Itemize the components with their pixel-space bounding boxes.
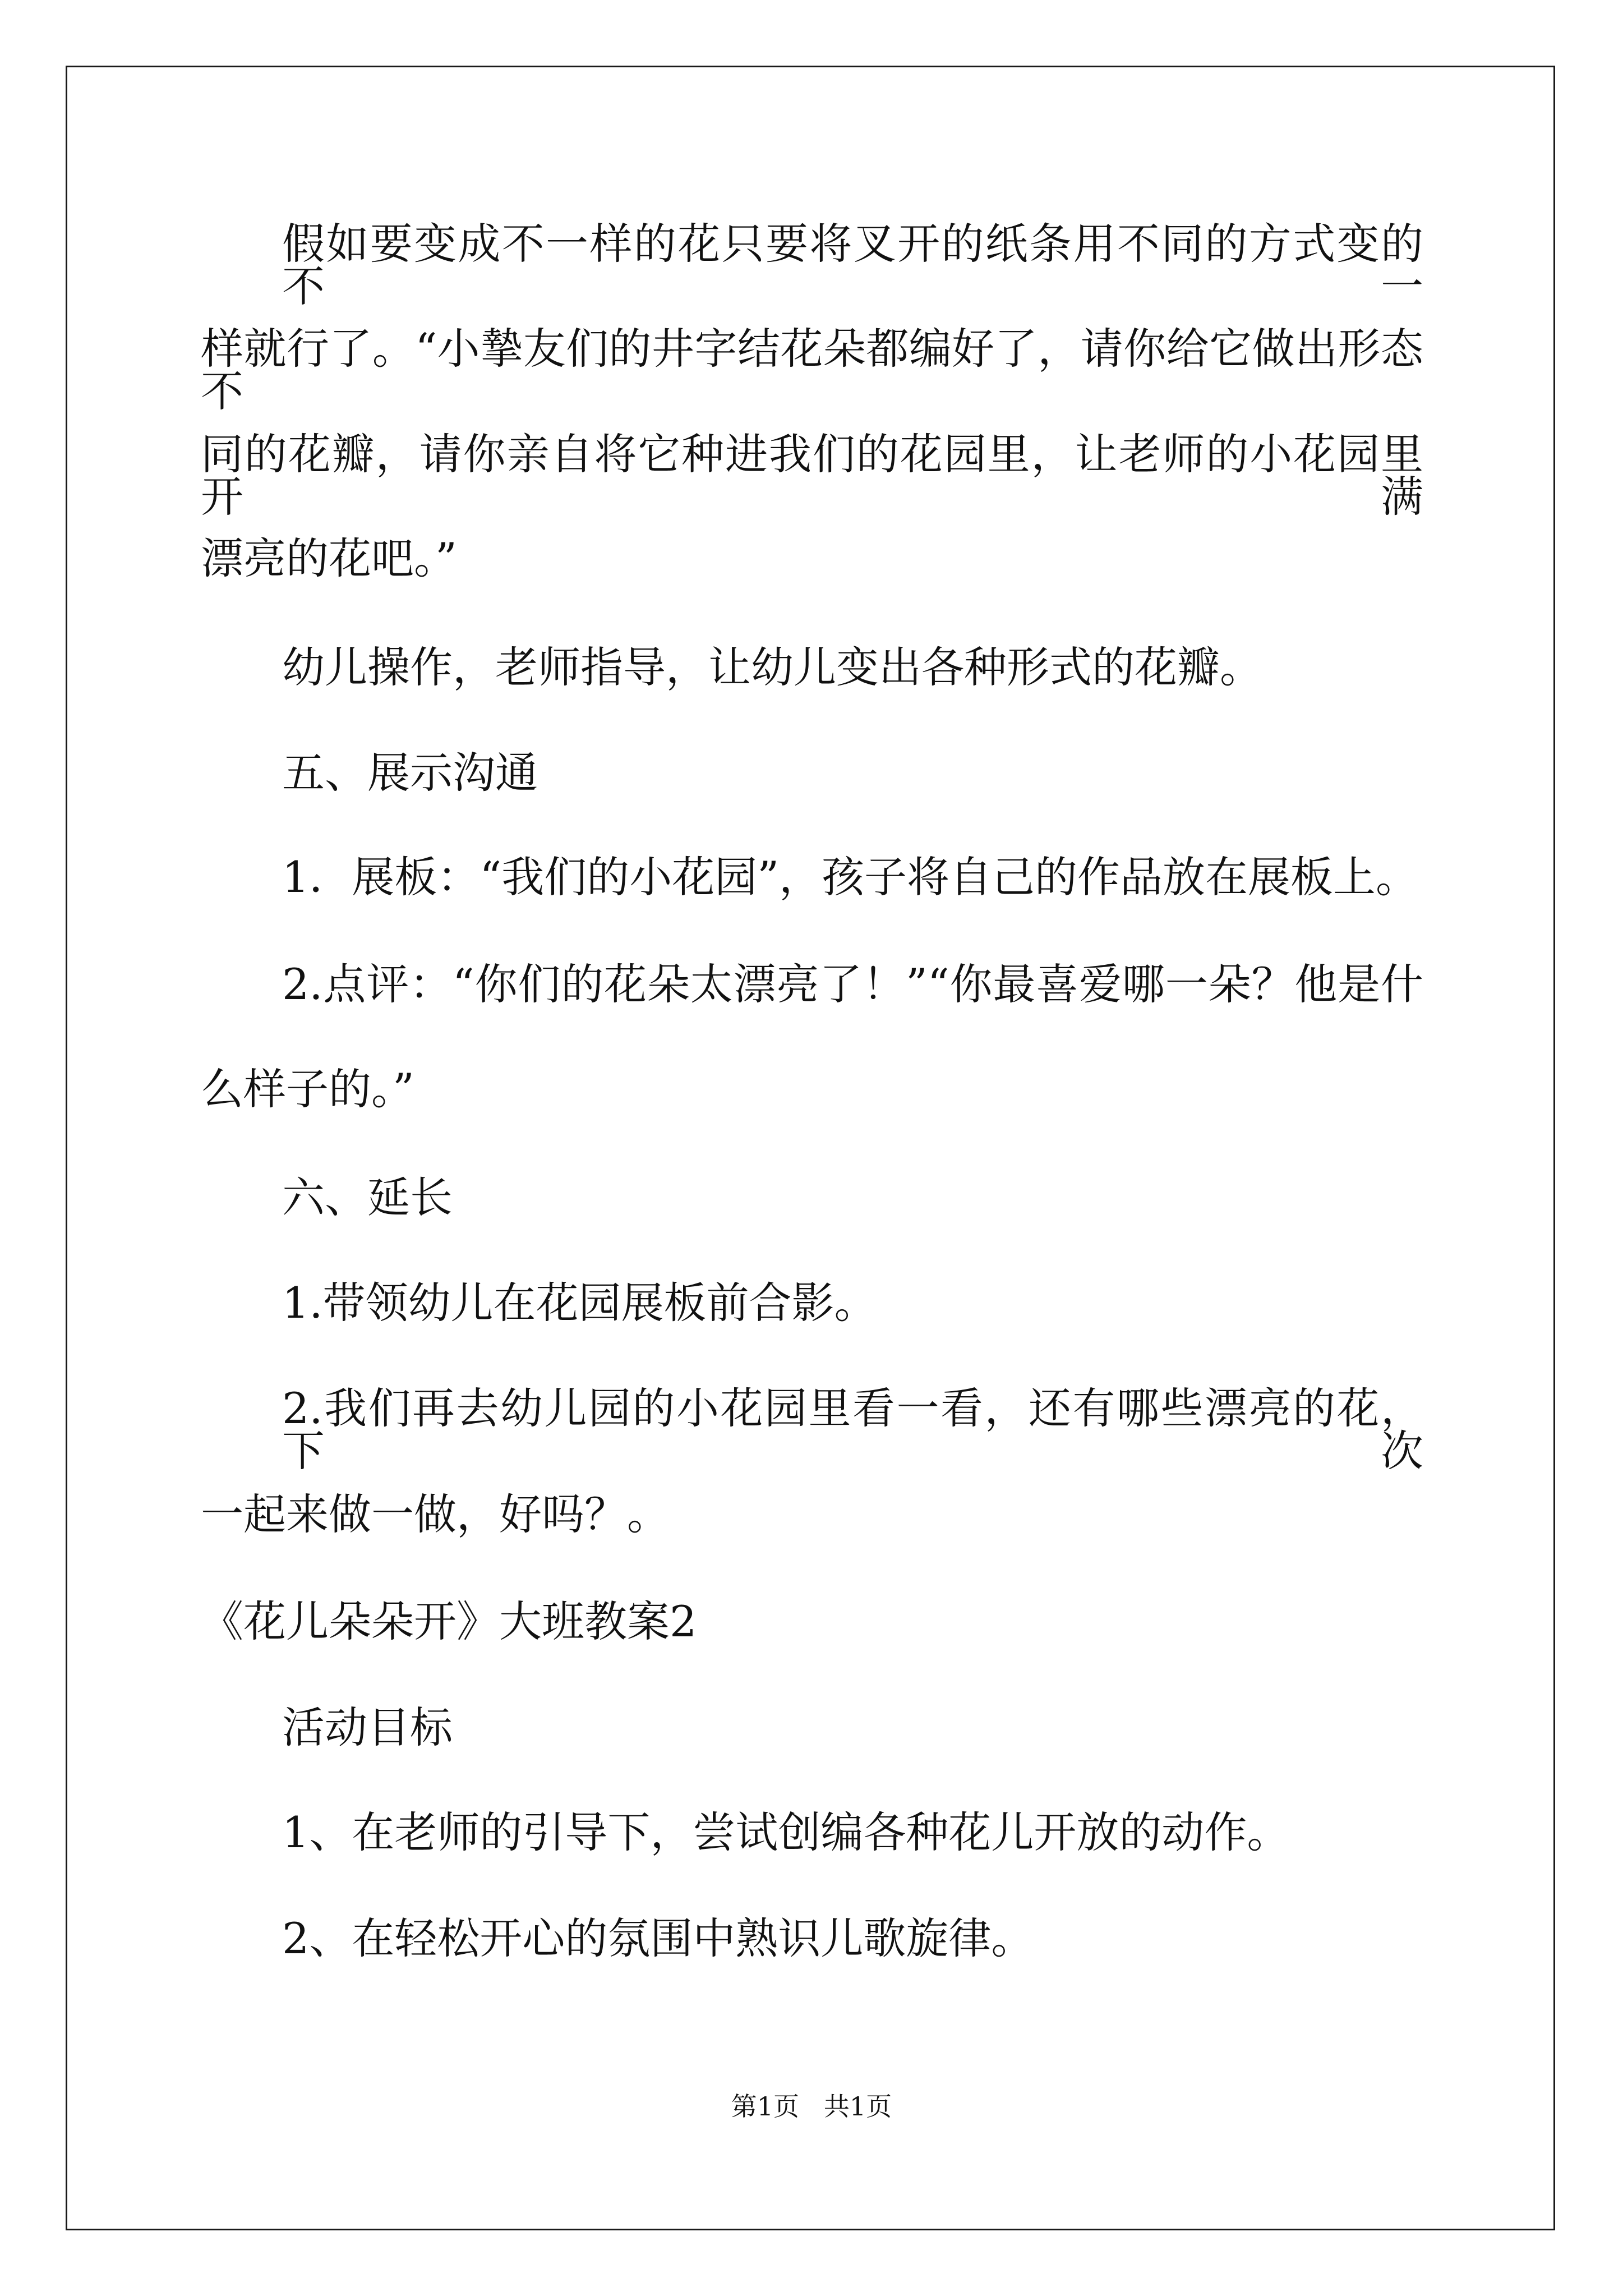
section-heading-5: 五、展示沟通 <box>282 748 538 798</box>
list-item-review-line-2: 么样子的。” <box>201 1064 414 1114</box>
list-item-visit-garden-line-1: 2.我们再去幼儿园的小花园里看一看，还有哪些漂亮的花，下次 <box>282 1383 1423 1476</box>
list-item-visit-garden-line-2: 一起来做一做，好吗？。 <box>201 1489 670 1539</box>
goal-item-2: 2、在轻松开心的氛围中熟识儿歌旋律。 <box>282 1913 1034 1963</box>
list-item-display-board: 1．展板：“我们的小花园”，孩子将自己的作品放在展板上。 <box>282 852 1419 902</box>
paragraph-line-4: 漂亮的花吧。” <box>201 533 457 583</box>
lesson-title: 《花儿朵朵开》大班教案2 <box>201 1596 697 1646</box>
paragraph-line-1: 假如要变成不一样的花只要将叉开的纸条用不同的方式变的不一 <box>282 219 1423 311</box>
section-heading-6: 六、延长 <box>282 1172 453 1222</box>
list-item-review-line-1: 2.点评：“你们的花朵太漂亮了！”“你最喜爱哪一朵？他是什 <box>282 959 1423 1009</box>
list-item-group-photo: 1.带领幼儿在花园展板前合影。 <box>282 1278 877 1328</box>
paragraph-line-3: 同的花瓣，请你亲自将它种进我们的花园里，让老师的小花园里开满 <box>201 429 1423 522</box>
paragraph-line-2: 样就行了。“小摯友们的井字结花朵都编好了，请你给它做出形态不 <box>201 324 1423 416</box>
paragraph-instruction: 幼儿操作，老师指导，让幼儿变出各种形式的花瓣。 <box>282 642 1262 692</box>
page-number-footer: 第1页 共1页 <box>731 2091 892 2122</box>
section-heading-goals: 活动目标 <box>282 1703 453 1752</box>
goal-item-1: 1、在老师的引导下，尝试创编各种花儿开放的动作。 <box>282 1807 1290 1857</box>
